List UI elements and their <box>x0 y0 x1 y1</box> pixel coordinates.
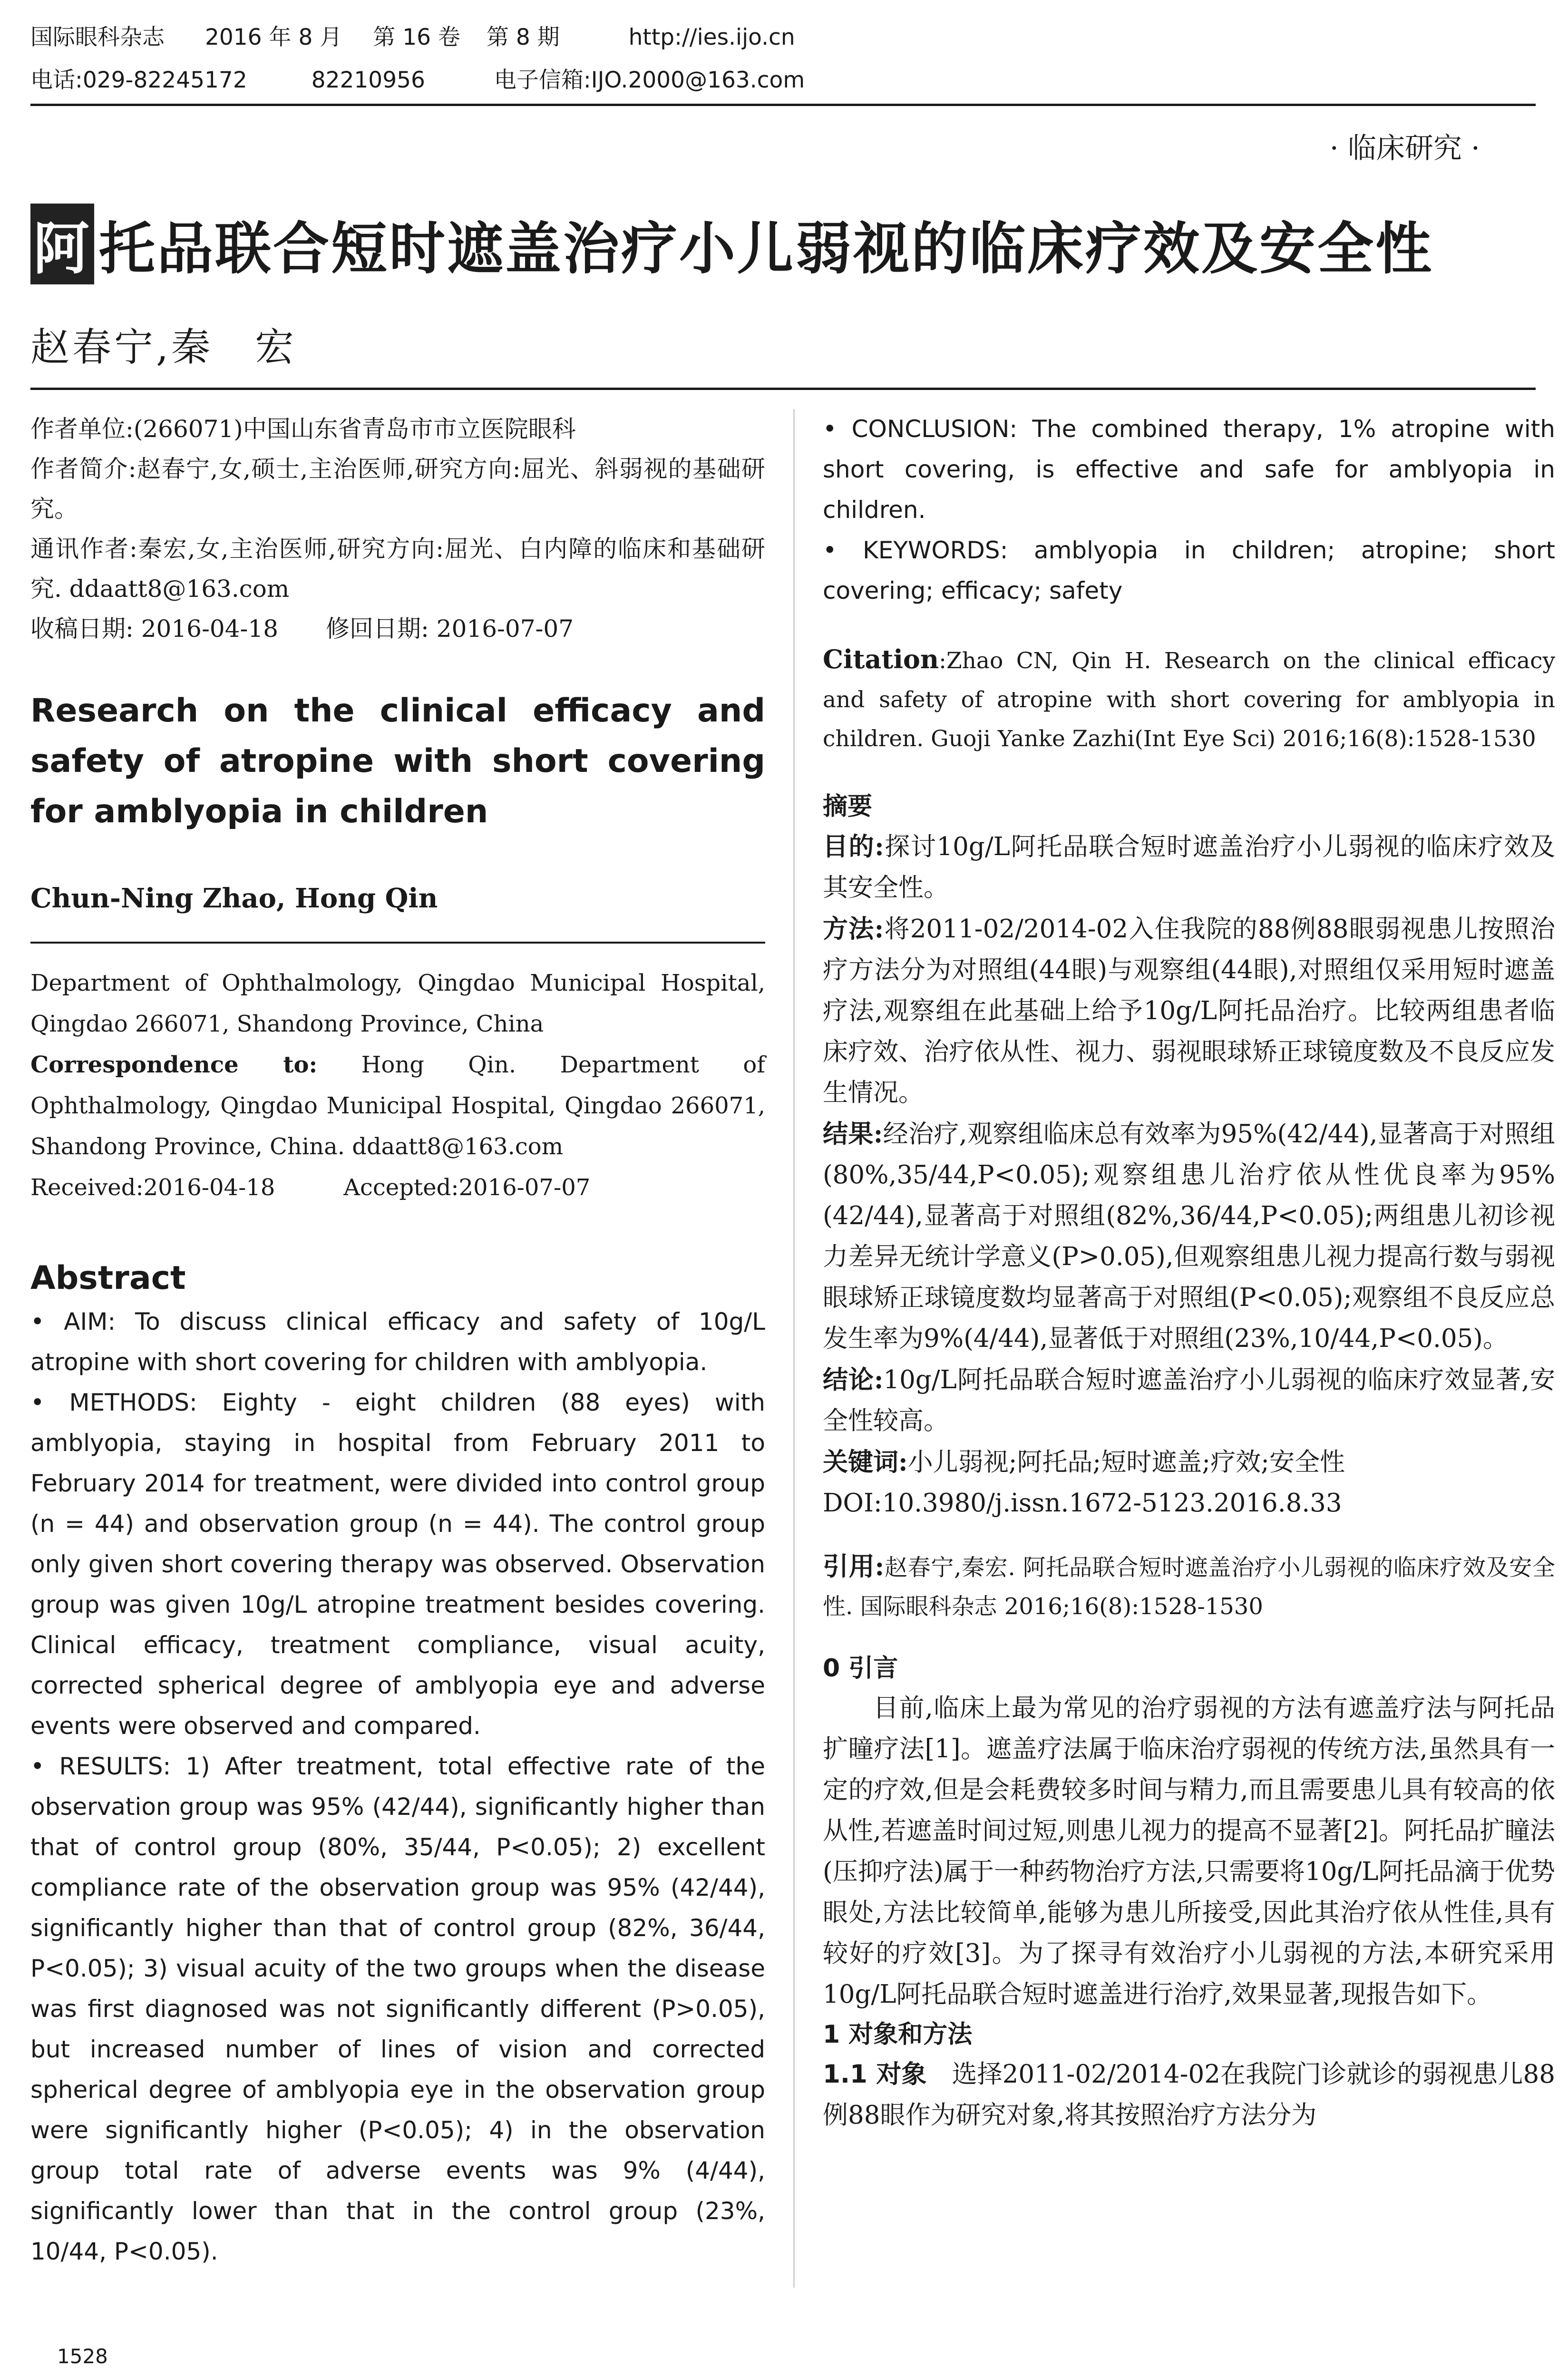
abstract-keywords: • KEYWORDS: amblyopia in children; atropine; short covering; efficacy; safety <box>823 536 1555 604</box>
journal-url[interactable]: http://ies.ijo.cn <box>628 24 795 50</box>
authors-cn: 赵春宁,秦 宏 <box>30 325 297 370</box>
right-column <box>823 409 1555 2136</box>
affiliation: 作者单位:(266071)中国山东省青岛市市立医院眼科 <box>30 415 576 443</box>
methods-label: 方法: <box>823 914 884 944</box>
received-dates: 收稿日期: 2016-04-18 修回日期: 2016-07-07 <box>30 615 574 643</box>
header-rule <box>30 104 1536 106</box>
conclusion-label: 结论: <box>823 1365 884 1394</box>
methods-text: 将2011-02/2014-02入住我院的88例88眼弱视患儿按照治疗方法分为对照组(44眼)与观察组(44眼),对照组仅采用短时遮盖疗法,观察组在此基础上给予10g/L阿托品治疗。比较两组患者临床疗效、治疗依从性、视力、弱视眼球矫正球镜度数及不良反应发生情况。 <box>823 915 1555 1107</box>
author-bio: 作者简介:赵春宁,女,硕士,主治医师,研究方向:屈光、斜弱视的基础研究。 <box>30 455 765 523</box>
keywords-text: 小儿弱视;阿托品;短时遮盖;疗效;安全性 <box>907 1448 1345 1477</box>
received-accepted: Received:2016-04-18 Accepted:2016-07-07 <box>30 1174 591 1201</box>
conclusion-text: 10g/L阿托品联合短时遮盖治疗小儿弱视的临床疗效显著,安全性较高。 <box>823 1365 1555 1435</box>
issue-date: 2016 年 8 月 <box>205 24 342 50</box>
abstract-heading: Abstract <box>30 1259 186 1297</box>
title-rule <box>30 388 1536 390</box>
corresponding-author: 通讯作者:秦宏,女,主治医师,研究方向:屈光、白内障的临床和基础研究. ddaatt8@163.com <box>30 535 765 603</box>
zhaiyao-conclusion <box>823 1359 1555 1442</box>
department: Department of Ophthalmology, Qingdao Municipal Hospital, Qingdao 266071, Shandong Province, China <box>30 970 765 1037</box>
abstract-aim: • AIM: To discuss clinical efficacy and safety of 10g/L atropine with short covering for children with amblyopia. <box>30 1308 765 1376</box>
keywords-label: 关键词: <box>823 1447 908 1477</box>
abstract-methods: • METHODS: Eighty - eight children (88 eyes) with amblyopia, staying in hospital from February 2011 to February 2014 for treatment, were divided into control group (n = 44) and observation group (n = 44). The control group only given short covering therapy was observed. Observation group was given 10g/L atropine treatment besides covering. Clinical efficacy, treatment compliance, visual acuity, corrected spherical degree of amblyopia eye and adverse events were observed and compared. <box>30 1389 765 1740</box>
subjects-label: 1.1 对象 <box>823 2060 927 2089</box>
phone-2: 82210956 <box>311 67 425 93</box>
intro-heading: 0 引言 <box>823 1654 898 1683</box>
doi[interactable]: DOI:10.3980/j.issn.1672-5123.2016.8.33 <box>823 1489 1342 1518</box>
methods-heading: 1 对象和方法 <box>823 2020 973 2049</box>
column-divider <box>793 409 795 2288</box>
running-header-line-2 <box>30 69 805 91</box>
citation-text: :Zhao CN, Qin H. Research on the clinical efficacy and safety of atropine with short covering for amblyopia in children. Guoji Yanke Zazhi(Int Eye Sci) 2016;16(8):1528-1530 <box>823 648 1555 752</box>
article-title <box>30 204 1433 284</box>
page-number: 1528 <box>57 2345 108 2368</box>
english-authors: Chun-Ning Zhao, Hong Qin <box>30 883 438 914</box>
correspondence-text: Hong Qin. Department of Ophthalmology, Qingdao Municipal Hospital, Qingdao 266071, Shandong Province, China. ddaatt8@163.com <box>30 1052 766 1160</box>
abstract-results: • RESULTS: 1) After treatment, total effective rate of the observation group was 95% (42/44), significantly higher than that of control group (80%, 35/44, P<0.05); 2) excellent compliance rate of the observation group was 95% (42/44), significantly higher than that of control group (82%, 36/44, P<0.05); 3) visual acuity of the two groups when the disease was first diagnosed was not significantly different (P>0.05), but increased number of lines of vision and corrected spherical degree of amblyopia eye in the observation group were significantly higher (P<0.05); 4) in the observation group total rate of adverse events was 9% (4/44), significantly lower than that in the control group (23%, 10/44, P<0.05). <box>30 1753 765 2265</box>
subjects-paragraph <box>823 2054 1555 2136</box>
phone: 电话:029-82245172 <box>30 67 247 93</box>
correspondence-label: Correspondence to: <box>30 1052 318 1078</box>
cn-citation <box>823 1547 1555 1626</box>
volume: 第 16 卷 <box>373 24 460 50</box>
zhaiyao-methods <box>823 908 1555 1113</box>
title-first-char: 阿 <box>30 204 94 284</box>
cn-citation-text: 赵春宁,秦宏. 阿托品联合短时遮盖治疗小儿弱视的临床疗效及安全性. 国际眼科杂志 2016;16(8):1528-1530 <box>823 1554 1555 1620</box>
issue-number: 第 8 期 <box>486 24 560 50</box>
abstract-conclusion: • CONCLUSION: The combined therapy, 1% atropine with short covering, is effective and safe for amblyopia in children. <box>823 415 1555 524</box>
citation <box>823 640 1555 759</box>
cn-citation-label: 引用: <box>823 1551 885 1581</box>
email[interactable]: 电子信箱:IJO.2000@163.com <box>494 67 805 93</box>
title-rest: 托品联合短时遮盖治疗小儿弱视的临床疗效及安全性 <box>99 216 1434 282</box>
section-tag: · 临床研究 · <box>1329 132 1480 165</box>
subjects-text: 选择2011-02/2014-02在我院门诊就诊的弱视患儿88例88眼作为研究对象,将其按照治疗方法分为 <box>823 2060 1555 2130</box>
aim-text: 探讨10g/L阿托品联合短时遮盖治疗小儿弱视的临床疗效及其安全性。 <box>823 832 1555 902</box>
zhaiyao-aim <box>823 826 1555 908</box>
correspondence <box>30 1044 765 1167</box>
english-title: Research on the clinical efficacy and safety of atropine with short covering for amblyopia in children <box>30 692 765 830</box>
left-column <box>30 409 765 2272</box>
intro-paragraph: 目前,临床上最为常见的治疗弱视的方法有遮盖疗法与阿托品扩瞳疗法[1]。遮盖疗法属于临床治疗弱视的传统方法,虽然具有一定的疗效,但是会耗费较多时间与精力,而且需要患儿具有较高的依从性,若遮盖时间过短,则患儿视力的提高不显著[2]。阿托品扩瞳法(压抑疗法)属于一种药物治疗方法,只需要将10g/L阿托品滴于优势眼处,方法比较简单,能够为患儿所接受,因此其治疗依从性佳,具有较好的疗效[3]。为了探寻有效治疗小儿弱视的方法,本研究采用10g/L阿托品联合短时遮盖进行治疗,效果显著,现报告如下。 <box>823 1694 1555 2009</box>
results-text: 经治疗,观察组临床总有效率为95%(42/44),显著高于对照组(80%,35/44,P<0.05);观察组患儿治疗依从性优良率为95%(42/44),显著高于对照组(82%,36/44,P<0.05);两组患儿初诊视力差异无统计学意义(P>0.05),但观察组患儿视力提高行数与弱视眼球矫正球镜度数均显著高于对照组(P<0.05);观察组不良反应总发生率为9%(4/44),显著低于对照组(23%,10/44,P<0.05)。 <box>823 1120 1555 1353</box>
citation-label: Citation <box>823 644 939 674</box>
aim-label: 目的: <box>823 832 884 861</box>
zhaiyao-heading: 摘要 <box>823 792 873 821</box>
results-label: 结果: <box>823 1119 883 1149</box>
running-header-line-1 <box>30 26 795 49</box>
affiliation-rule <box>30 942 765 944</box>
zhaiyao-results <box>823 1113 1555 1359</box>
journal-name: 国际眼科杂志 <box>30 24 165 50</box>
zhaiyao-keywords <box>823 1442 1555 1483</box>
